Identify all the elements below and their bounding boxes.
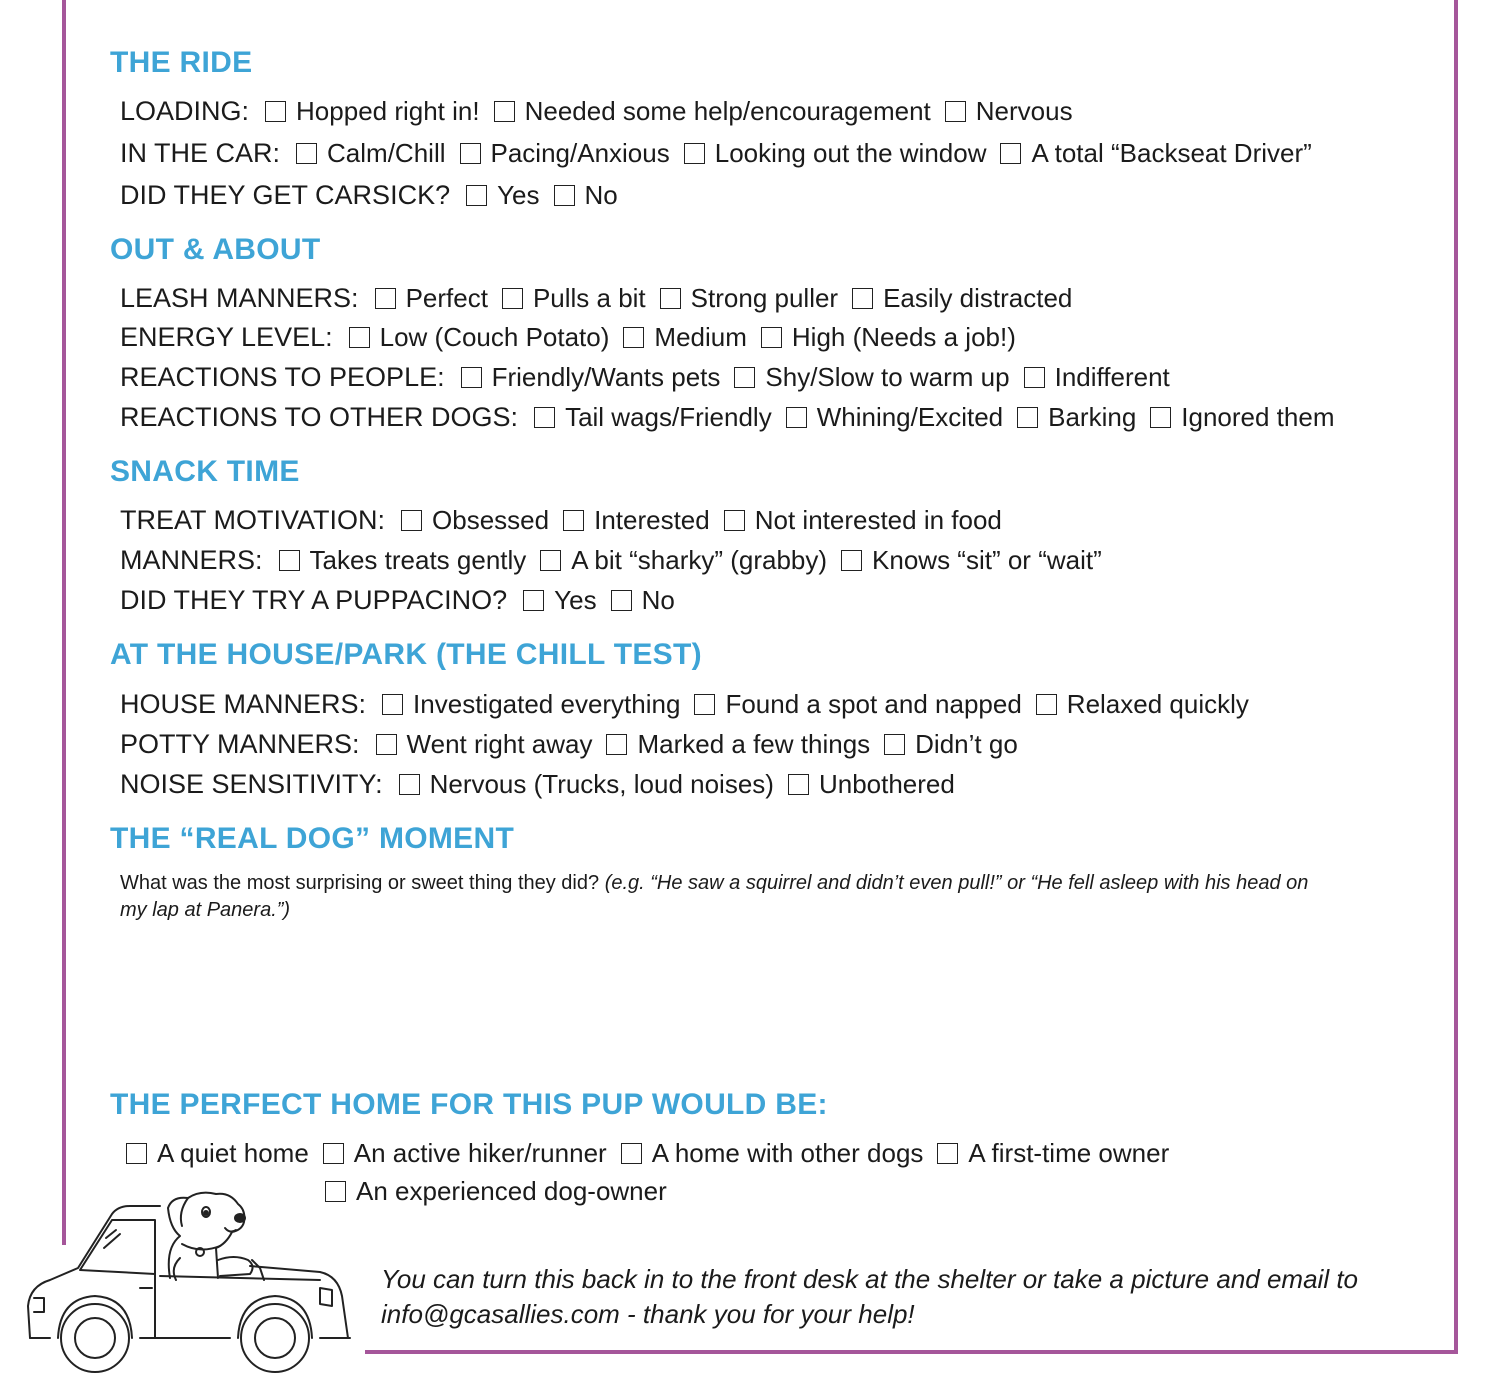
checkbox-option[interactable] <box>761 321 1016 353</box>
question-label: LOADING: <box>120 96 250 126</box>
checkbox-option[interactable] <box>563 504 710 536</box>
checkbox-label: Knows “sit” or “wait” <box>872 545 1102 575</box>
checkbox[interactable] <box>724 510 745 531</box>
checkbox-option[interactable] <box>126 1137 309 1169</box>
checkbox-option[interactable] <box>852 282 1072 314</box>
checkbox-option[interactable] <box>461 361 721 393</box>
checkbox[interactable] <box>279 550 300 571</box>
checkbox-label: Didn’t go <box>915 729 1018 759</box>
section-heading-chill-test: AT THE HOUSE/PARK (THE CHILL TEST) <box>110 638 702 671</box>
checkbox-label: Perfect <box>405 283 488 313</box>
checkbox[interactable] <box>460 143 481 164</box>
checkbox-label: An active hiker/runner <box>353 1138 607 1168</box>
checkbox-option[interactable] <box>684 137 987 169</box>
checkbox-label: Calm/Chill <box>327 138 446 168</box>
dog-in-car-icon <box>20 1188 360 1380</box>
checkbox[interactable] <box>494 101 515 122</box>
question-label: REACTIONS TO OTHER DOGS: <box>120 402 519 432</box>
question-loading <box>120 95 1087 127</box>
checkbox-option[interactable] <box>694 688 1021 720</box>
perfect-home-row-1 <box>126 1137 1183 1169</box>
checkbox[interactable] <box>376 734 397 755</box>
checkbox-option[interactable] <box>349 321 610 353</box>
checkbox-label: Looking out the window <box>714 138 987 168</box>
checkbox-option[interactable] <box>1024 361 1170 393</box>
checkbox[interactable] <box>461 367 482 388</box>
checkbox-label: Marked a few things <box>637 729 871 759</box>
checkbox-label: Strong puller <box>690 283 839 313</box>
checkbox-option[interactable] <box>611 584 675 616</box>
checkbox[interactable] <box>684 143 705 164</box>
checkbox-label: Obsessed <box>432 505 550 535</box>
checkbox-option[interactable] <box>296 137 445 169</box>
checkbox-label: High (Needs a job!) <box>791 322 1016 352</box>
checkbox-label: A first-time owner <box>968 1138 1170 1168</box>
question-in-the-car <box>120 137 1326 169</box>
prompt-example: (e.g. “He saw a squirrel and didn’t even pull!” or “He fell asleep with his head on my lap at Panera.”) <box>120 872 1309 921</box>
checkbox-label: Easily distracted <box>883 283 1073 313</box>
question-puppacino <box>120 584 689 616</box>
checkbox[interactable] <box>1036 694 1057 715</box>
checkbox-label: Unbothered <box>818 769 955 799</box>
checkbox[interactable] <box>1017 407 1038 428</box>
question-potty-manners <box>120 728 1032 760</box>
checkbox[interactable] <box>841 550 862 571</box>
checkbox-option[interactable] <box>494 95 931 127</box>
checkbox[interactable] <box>623 327 644 348</box>
checkbox[interactable] <box>884 734 905 755</box>
checkbox[interactable] <box>1000 143 1021 164</box>
checkbox[interactable] <box>611 590 632 611</box>
checkbox-option[interactable] <box>606 728 870 760</box>
prompt-question: What was the most surprising or sweet thing they did? <box>120 872 600 894</box>
checkbox-label: A bit “sharky” (grabby) <box>571 545 828 575</box>
checkbox[interactable] <box>401 510 422 531</box>
section-heading-the-ride: THE RIDE <box>110 46 253 79</box>
question-reactions-people <box>120 361 1184 393</box>
checkbox[interactable] <box>126 1143 147 1164</box>
footer-line-1: You can turn this back in to the front desk at the shelter or take a picture and email to <box>381 1264 1359 1294</box>
question-label: NOISE SENSITIVITY: <box>120 769 383 799</box>
checkbox-label: A quiet home <box>157 1138 309 1168</box>
checkbox-option[interactable] <box>554 179 618 211</box>
perfect-home-row-2 <box>325 1175 681 1207</box>
checkbox[interactable] <box>621 1143 642 1164</box>
checkbox-label: An experienced dog-owner <box>356 1176 667 1206</box>
checkbox-label: Needed some help/encouragement <box>524 96 931 126</box>
question-label: REACTIONS TO PEOPLE: <box>120 362 445 392</box>
question-reactions-dogs <box>120 401 1349 433</box>
checkbox-option[interactable] <box>279 544 527 576</box>
checkbox-option[interactable] <box>523 584 596 616</box>
question-house-manners <box>120 688 1263 720</box>
checkbox-label: A home with other dogs <box>651 1138 924 1168</box>
checkbox-option[interactable] <box>621 1137 924 1169</box>
checkbox-option[interactable] <box>734 361 1009 393</box>
checkbox[interactable] <box>540 550 561 571</box>
checkbox[interactable] <box>945 101 966 122</box>
footer-line-2: info@gcasallies.com - thank you for your help! <box>381 1299 915 1329</box>
checkbox[interactable] <box>1150 407 1171 428</box>
checkbox-label: No <box>641 585 675 615</box>
checkbox-option[interactable] <box>945 95 1073 127</box>
checkbox-option[interactable] <box>382 688 680 720</box>
checkbox-option[interactable] <box>1000 137 1311 169</box>
checkbox-label: Hopped right in! <box>296 96 480 126</box>
checkbox-option[interactable] <box>540 544 827 576</box>
checkbox-option[interactable] <box>325 1175 667 1207</box>
checkbox[interactable] <box>1024 367 1045 388</box>
checkbox-label: Found a spot and napped <box>725 689 1022 719</box>
checkbox[interactable] <box>265 101 286 122</box>
checkbox-label: Nervous <box>975 96 1073 126</box>
checkbox[interactable] <box>606 734 627 755</box>
checkbox[interactable] <box>694 694 715 715</box>
question-label: MANNERS: <box>120 545 263 575</box>
footer-note <box>381 1262 1401 1332</box>
question-label: DID THEY TRY A PUPPACINO? <box>120 585 508 615</box>
checkbox-option[interactable] <box>1036 688 1249 720</box>
question-energy-level <box>120 321 1030 353</box>
checkbox[interactable] <box>788 774 809 795</box>
checkbox-label: Low (Couch Potato) <box>379 322 610 352</box>
checkbox-label: Whining/Excited <box>816 402 1004 432</box>
checkbox-option[interactable] <box>401 504 549 536</box>
checkbox[interactable] <box>937 1143 958 1164</box>
checkbox[interactable] <box>523 590 544 611</box>
checkbox-label: Tail wags/Friendly <box>565 402 772 432</box>
checkbox-option[interactable] <box>265 95 480 127</box>
checkbox[interactable] <box>534 407 555 428</box>
section-heading-real-dog-moment: THE “REAL DOG” MOMENT <box>110 822 515 855</box>
checkbox-label: Relaxed quickly <box>1066 689 1249 719</box>
checkbox[interactable] <box>660 288 681 309</box>
section-heading-perfect-home: THE PERFECT HOME FOR THIS PUP WOULD BE: <box>110 1088 828 1121</box>
checkbox[interactable] <box>466 185 487 206</box>
section-heading-out-about: OUT & ABOUT <box>110 233 321 266</box>
checkbox[interactable] <box>323 1143 344 1164</box>
checkbox-label: No <box>584 180 618 210</box>
question-carsick <box>120 179 632 211</box>
checkbox-label: Takes treats gently <box>309 545 527 575</box>
checkbox-option[interactable] <box>788 768 955 800</box>
question-manners <box>120 544 1116 576</box>
question-noise-sensitivity <box>120 768 969 800</box>
checkbox-option[interactable] <box>724 504 1002 536</box>
checkbox-option[interactable] <box>376 728 593 760</box>
checkbox-option[interactable] <box>502 282 646 314</box>
checkbox[interactable] <box>349 327 370 348</box>
checkbox[interactable] <box>375 288 396 309</box>
checkbox-label: Ignored them <box>1181 402 1335 432</box>
checkbox-label: Friendly/Wants pets <box>491 362 721 392</box>
checkbox-option[interactable] <box>841 544 1102 576</box>
checkbox-option[interactable] <box>399 768 774 800</box>
question-label: POTTY MANNERS: <box>120 729 360 759</box>
checkbox-label: Went right away <box>406 729 593 759</box>
checkbox-label: Shy/Slow to warm up <box>765 362 1010 392</box>
checkbox-label: A total “Backseat Driver” <box>1031 138 1312 168</box>
checkbox[interactable] <box>852 288 873 309</box>
checkbox-label: Pacing/Anxious <box>490 138 670 168</box>
question-leash-manners <box>120 282 1086 314</box>
checkbox-option[interactable] <box>466 179 539 211</box>
checkbox-label: Investigated everything <box>413 689 681 719</box>
checkbox[interactable] <box>761 327 782 348</box>
checkbox[interactable] <box>399 774 420 795</box>
checkbox-label: Pulls a bit <box>532 283 646 313</box>
checkbox-label: Not interested in food <box>754 505 1002 535</box>
checkbox[interactable] <box>563 510 584 531</box>
checkbox-option[interactable] <box>323 1137 607 1169</box>
question-label: ENERGY LEVEL: <box>120 322 333 352</box>
checkbox-option[interactable] <box>937 1137 1169 1169</box>
checkbox[interactable] <box>734 367 755 388</box>
question-label: HOUSE MANNERS: <box>120 689 367 719</box>
checkbox-option[interactable] <box>534 401 772 433</box>
checkbox[interactable] <box>296 143 317 164</box>
question-label: LEASH MANNERS: <box>120 283 359 313</box>
checkbox-label: Nervous (Trucks, loud noises) <box>429 769 774 799</box>
real-dog-prompt <box>120 870 1320 924</box>
checkbox[interactable] <box>786 407 807 428</box>
checkbox-option[interactable] <box>660 282 838 314</box>
checkbox[interactable] <box>554 185 575 206</box>
question-label: TREAT MOTIVATION: <box>120 505 386 535</box>
question-label: IN THE CAR: <box>120 138 281 168</box>
checkbox-option[interactable] <box>460 137 670 169</box>
checkbox-option[interactable] <box>1150 401 1334 433</box>
checkbox-label: Interested <box>594 505 710 535</box>
checkbox-label: Yes <box>554 585 597 615</box>
checkbox-option[interactable] <box>623 321 746 353</box>
checkbox-option[interactable] <box>375 282 488 314</box>
checkbox-label: Medium <box>654 322 747 352</box>
section-heading-snack-time: SNACK TIME <box>110 455 300 488</box>
checkbox-label: Indifferent <box>1054 362 1170 392</box>
checkbox[interactable] <box>382 694 403 715</box>
checkbox[interactable] <box>502 288 523 309</box>
checkbox-option[interactable] <box>1017 401 1136 433</box>
question-label: DID THEY GET CARSICK? <box>120 180 451 210</box>
checkbox-label: Barking <box>1048 402 1137 432</box>
checkbox-label: Yes <box>497 180 540 210</box>
question-treat-motivation <box>120 504 1016 536</box>
checkbox-option[interactable] <box>884 728 1018 760</box>
checkbox-option[interactable] <box>786 401 1003 433</box>
